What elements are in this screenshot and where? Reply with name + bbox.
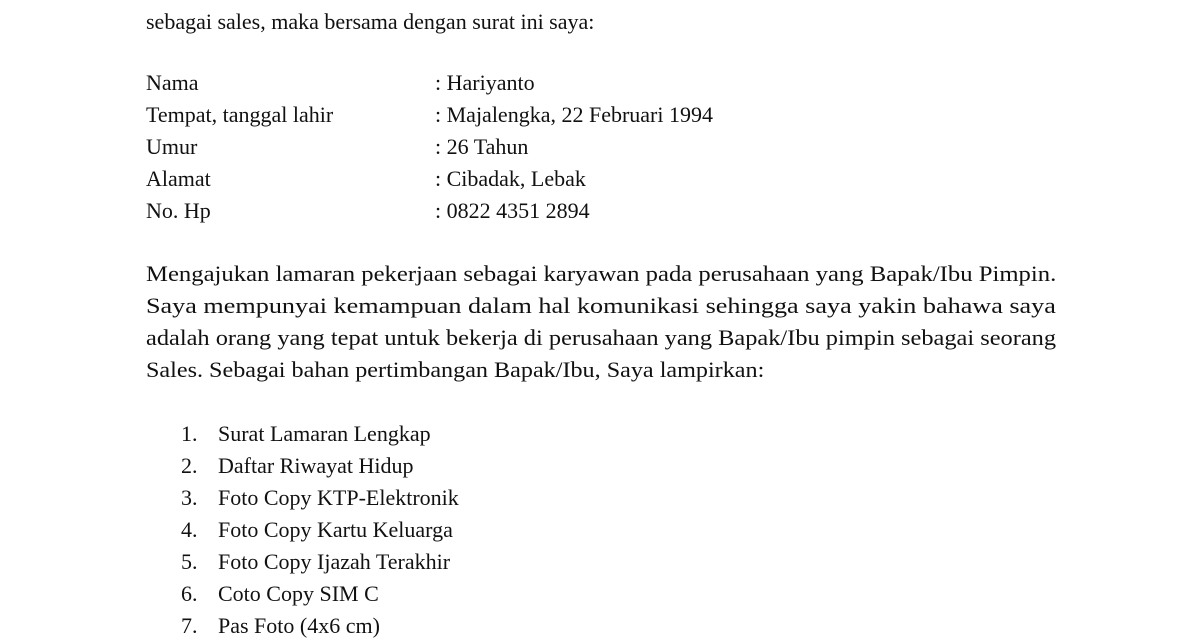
list-number: 3. <box>181 485 198 510</box>
list-number: 5. <box>181 549 198 574</box>
list-number: 1. <box>181 421 198 446</box>
field-value: : Majalengka, 22 Februari 1994 <box>435 102 713 127</box>
list-text: Coto Copy SIM C <box>218 581 379 606</box>
application-paragraph <box>146 258 1056 386</box>
field-value: : 26 Tahun <box>435 134 529 159</box>
paragraph-text: adalah orang yang tepat untuk bekerja di perusahaan yang Bapak/Ibu pimpin sebagai seorang <box>146 325 1057 350</box>
field-label: Tempat, tanggal lahir <box>146 102 334 127</box>
field-label: Alamat <box>146 166 211 191</box>
list-text: Foto Copy KTP-Elektronik <box>218 485 459 510</box>
intro-line: sebagai sales, maka bersama dengan surat ini saya: <box>146 9 595 34</box>
list-text: Pas Foto (4x6 cm) <box>218 613 380 638</box>
list-text: Foto Copy Ijazah Terakhir <box>218 549 451 574</box>
paragraph-line <box>146 290 1056 322</box>
field-value: : Hariyanto <box>435 70 535 95</box>
paragraph-line <box>146 258 1056 290</box>
list-text: Daftar Riwayat Hidup <box>218 453 414 478</box>
list-text: Surat Lamaran Lengkap <box>218 421 431 446</box>
field-value: : 0822 4351 2894 <box>435 198 590 223</box>
paragraph-text: Sales. Sebagai bahan pertimbangan Bapak/Ibu, Saya lampirkan: <box>146 357 765 382</box>
paragraph-line <box>146 322 1056 354</box>
paragraph-text: Mengajukan lamaran pekerjaan sebagai karyawan pada perusahaan yang Bapak/Ibu Pimpin. <box>146 261 1057 286</box>
paragraph-line <box>146 354 1056 386</box>
field-label: Nama <box>146 70 199 95</box>
paragraph-text: Saya mempunyai kemampuan dalam hal komunikasi sehingga saya yakin bahawa saya <box>146 293 1056 318</box>
field-label: Umur <box>146 134 198 159</box>
list-number: 2. <box>181 453 198 478</box>
list-number: 6. <box>181 581 198 606</box>
list-number: 7. <box>181 613 198 638</box>
field-value: : Cibadak, Lebak <box>435 166 586 191</box>
list-text: Foto Copy Kartu Keluarga <box>218 517 453 542</box>
field-label: No. Hp <box>146 198 211 223</box>
list-number: 4. <box>181 517 198 542</box>
